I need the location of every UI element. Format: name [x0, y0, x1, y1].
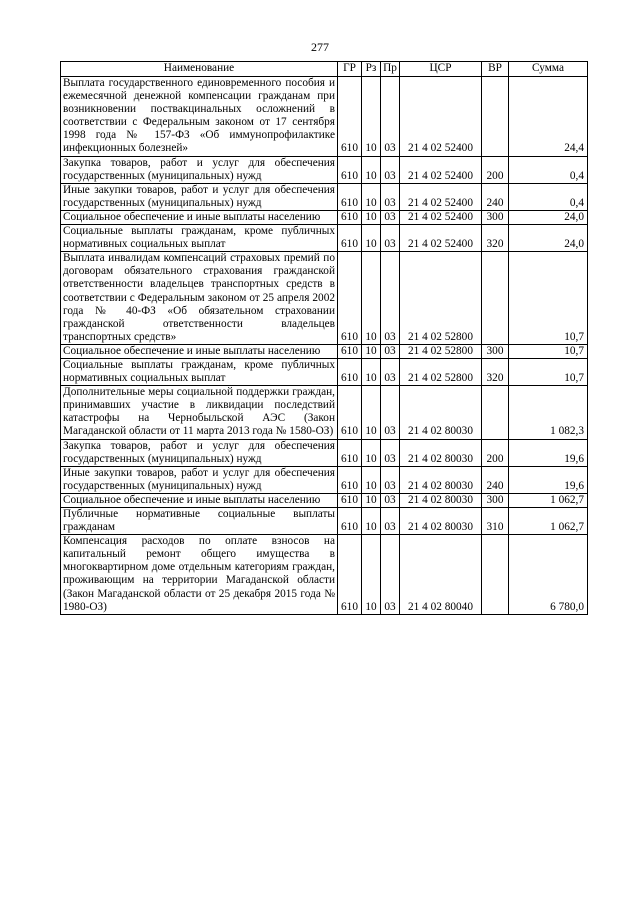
cell-gr: 610 — [338, 210, 362, 224]
cell-gr: 610 — [338, 493, 362, 507]
cell-gr: 610 — [338, 225, 362, 252]
header-gr: ГР — [338, 62, 362, 77]
cell-gr: 610 — [338, 183, 362, 210]
cell-vr: 200 — [482, 439, 509, 466]
cell-rz: 10 — [362, 466, 381, 493]
header-csr: ЦСР — [400, 62, 482, 77]
table-row — [61, 156, 588, 183]
cell-vr — [482, 77, 509, 157]
cell-pr: 03 — [381, 77, 400, 157]
cell-vr: 300 — [482, 344, 509, 358]
cell-pr: 03 — [381, 535, 400, 615]
cell-csr: 21 4 02 52800 — [400, 252, 482, 345]
cell-rz: 10 — [362, 252, 381, 345]
cell-sum: 24,0 — [509, 225, 588, 252]
cell-sum: 10,7 — [509, 358, 588, 385]
cell-name: Социальные выплаты гражданам, кроме публичных нормативных социальных выплат — [61, 358, 338, 385]
cell-csr: 21 4 02 80040 — [400, 535, 482, 615]
table-body — [61, 77, 588, 615]
cell-vr — [482, 252, 509, 345]
cell-csr: 21 4 02 52400 — [400, 210, 482, 224]
cell-sum: 19,6 — [509, 439, 588, 466]
table-row — [61, 252, 588, 345]
cell-csr: 21 4 02 80030 — [400, 386, 482, 439]
cell-sum: 0,4 — [509, 183, 588, 210]
cell-pr: 03 — [381, 358, 400, 385]
cell-rz: 10 — [362, 156, 381, 183]
cell-gr: 610 — [338, 344, 362, 358]
cell-sum: 10,7 — [509, 252, 588, 345]
cell-vr: 240 — [482, 183, 509, 210]
cell-rz: 10 — [362, 493, 381, 507]
table-header-row — [61, 62, 588, 77]
table-row — [61, 493, 588, 507]
cell-csr: 21 4 02 80030 — [400, 439, 482, 466]
cell-csr: 21 4 02 80030 — [400, 508, 482, 535]
cell-name: Социальное обеспечение и иные выплаты населению — [61, 210, 338, 224]
cell-pr: 03 — [381, 439, 400, 466]
cell-sum: 0,4 — [509, 156, 588, 183]
cell-gr: 610 — [338, 358, 362, 385]
cell-pr: 03 — [381, 344, 400, 358]
cell-sum: 24,4 — [509, 77, 588, 157]
cell-sum: 1 062,7 — [509, 493, 588, 507]
table-row — [61, 358, 588, 385]
cell-vr: 320 — [482, 225, 509, 252]
cell-gr: 610 — [338, 535, 362, 615]
cell-rz: 10 — [362, 344, 381, 358]
cell-vr — [482, 386, 509, 439]
cell-csr: 21 4 02 80030 — [400, 493, 482, 507]
cell-pr: 03 — [381, 225, 400, 252]
cell-name: Дополнительные меры социальной поддержки граждан, принимавших участие в ликвидации последствий катастрофы на Чернобыльской АЭС (Закон Магаданской области от 11 марта 2013 года № 1580-ОЗ) — [61, 386, 338, 439]
cell-gr: 610 — [338, 77, 362, 157]
cell-name: Компенсация расходов по оплате взносов на капитальный ремонт общего имущества в многоквартирном доме отдельным категориям граждан, проживающим на территории Магаданской области (Закон Магаданской области от 25 декабря 2015 года № 1980-ОЗ) — [61, 535, 338, 615]
cell-sum: 6 780,0 — [509, 535, 588, 615]
cell-rz: 10 — [362, 77, 381, 157]
cell-rz: 10 — [362, 535, 381, 615]
cell-sum: 10,7 — [509, 344, 588, 358]
table-row — [61, 77, 588, 157]
cell-sum: 19,6 — [509, 466, 588, 493]
table-row — [61, 344, 588, 358]
cell-name: Закупка товаров, работ и услуг для обеспечения государственных (муниципальных) нужд — [61, 156, 338, 183]
cell-name: Закупка товаров, работ и услуг для обеспечения государственных (муниципальных) нужд — [61, 439, 338, 466]
cell-csr: 21 4 02 52800 — [400, 344, 482, 358]
header-name: Наименование — [61, 62, 338, 77]
cell-pr: 03 — [381, 252, 400, 345]
cell-vr: 300 — [482, 493, 509, 507]
table-row — [61, 183, 588, 210]
cell-vr — [482, 535, 509, 615]
cell-name: Социальные выплаты гражданам, кроме публичных нормативных социальных выплат — [61, 225, 338, 252]
cell-rz: 10 — [362, 439, 381, 466]
table-row — [61, 439, 588, 466]
cell-sum: 24,0 — [509, 210, 588, 224]
table-row — [61, 210, 588, 224]
table-row — [61, 386, 588, 439]
cell-gr: 610 — [338, 156, 362, 183]
table-row — [61, 466, 588, 493]
cell-gr: 610 — [338, 386, 362, 439]
table-row — [61, 225, 588, 252]
cell-csr: 21 4 02 52800 — [400, 358, 482, 385]
cell-name: Иные закупки товаров, работ и услуг для обеспечения государственных (муниципальных) нужд — [61, 183, 338, 210]
cell-csr: 21 4 02 52400 — [400, 77, 482, 157]
cell-gr: 610 — [338, 466, 362, 493]
cell-name: Выплата инвалидам компенсаций страховых премий по договорам обязательного страхования гражданской ответственности владельцев транспортных средств в соответствии с Федеральным законом от 25 апреля 2002 года № 40-ФЗ «Об обязательном страховании гражданской ответственности владельцев транспортных средств» — [61, 252, 338, 345]
cell-rz: 10 — [362, 508, 381, 535]
cell-csr: 21 4 02 52400 — [400, 225, 482, 252]
cell-name: Публичные нормативные социальные выплаты гражданам — [61, 508, 338, 535]
header-pr: Пр — [381, 62, 400, 77]
table-row — [61, 535, 588, 615]
cell-name: Иные закупки товаров, работ и услуг для обеспечения государственных (муниципальных) нужд — [61, 466, 338, 493]
cell-csr: 21 4 02 80030 — [400, 466, 482, 493]
cell-rz: 10 — [362, 225, 381, 252]
table-row — [61, 508, 588, 535]
cell-pr: 03 — [381, 386, 400, 439]
header-rz: Рз — [362, 62, 381, 77]
cell-rz: 10 — [362, 183, 381, 210]
cell-gr: 610 — [338, 252, 362, 345]
cell-vr: 320 — [482, 358, 509, 385]
cell-vr: 240 — [482, 466, 509, 493]
cell-name: Социальное обеспечение и иные выплаты населению — [61, 493, 338, 507]
cell-name: Социальное обеспечение и иные выплаты населению — [61, 344, 338, 358]
cell-pr: 03 — [381, 210, 400, 224]
cell-sum: 1 082,3 — [509, 386, 588, 439]
cell-vr: 310 — [482, 508, 509, 535]
budget-table — [60, 61, 588, 615]
page-number: 277 — [311, 40, 329, 54]
cell-csr: 21 4 02 52400 — [400, 183, 482, 210]
cell-csr: 21 4 02 52400 — [400, 156, 482, 183]
cell-rz: 10 — [362, 358, 381, 385]
header-sum: Сумма — [509, 62, 588, 77]
cell-vr: 300 — [482, 210, 509, 224]
header-vr: ВР — [482, 62, 509, 77]
cell-sum: 1 062,7 — [509, 508, 588, 535]
cell-gr: 610 — [338, 439, 362, 466]
cell-pr: 03 — [381, 183, 400, 210]
cell-pr: 03 — [381, 466, 400, 493]
cell-pr: 03 — [381, 493, 400, 507]
cell-pr: 03 — [381, 508, 400, 535]
cell-gr: 610 — [338, 508, 362, 535]
cell-pr: 03 — [381, 156, 400, 183]
cell-name: Выплата государственного единовременного пособия и ежемесячной денежной компенсации гражданам при возникновении поствакцинальных осложнений в соответствии с Федеральным законом от 17 сентября 1998 года № 157-ФЗ «Об иммунопрофилактике инфекционных болезней» — [61, 77, 338, 157]
cell-rz: 10 — [362, 386, 381, 439]
cell-rz: 10 — [362, 210, 381, 224]
cell-vr: 200 — [482, 156, 509, 183]
